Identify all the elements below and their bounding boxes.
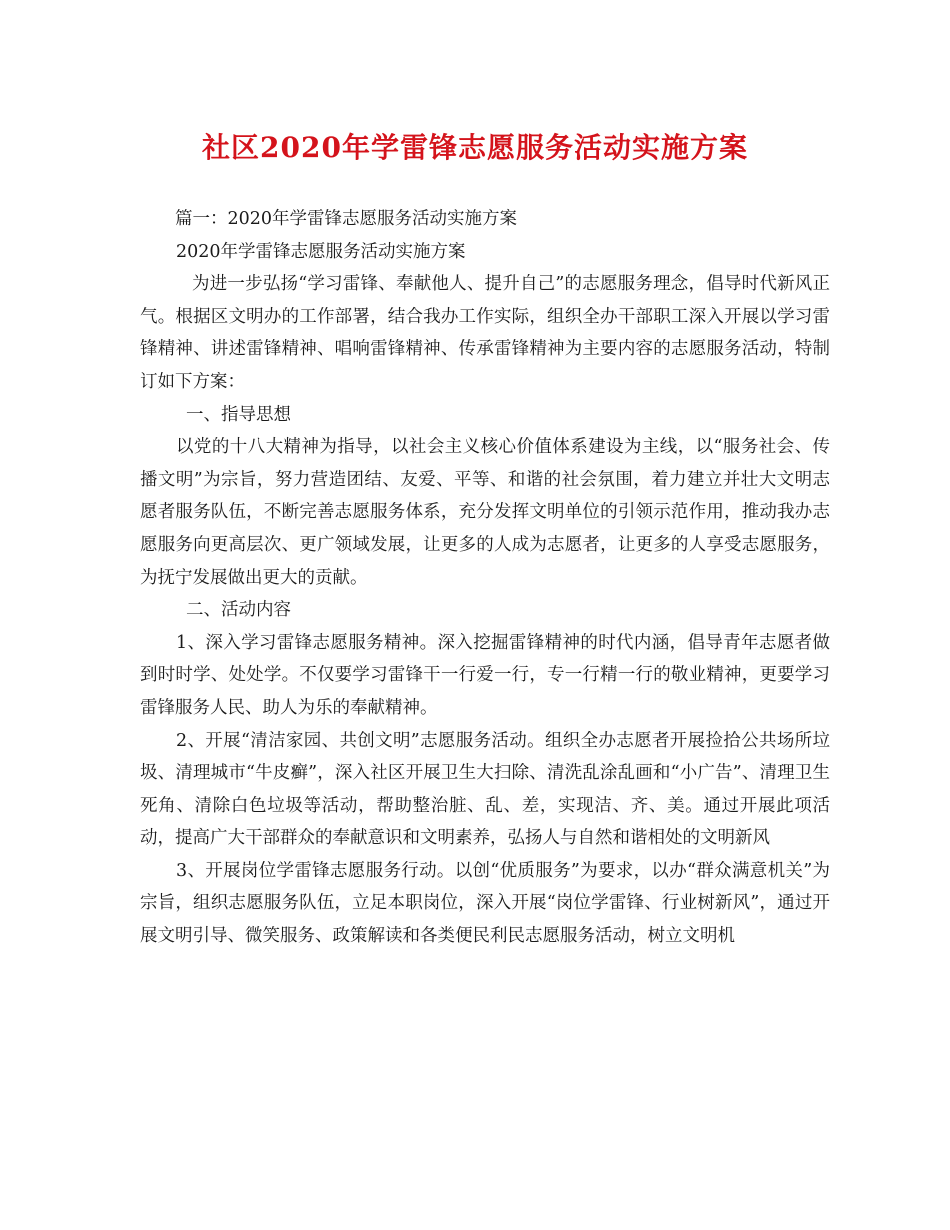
activity-item-3: 3、开展岗位学雷锋志愿服务行动。以创“优质服务”为要求，以办“群众满意机关”为宗旨，组织志愿服务队伍，立足本职岗位，深入开展“岗位学雷锋、行业树新风”，通过开展文明引导、微笑服务、政策解读和各类便民利民志愿服务活动，树立文明机 (140, 860, 830, 947)
activity-item-2: 2、开展“清洁家园、共创文明”志愿服务活动。组织全办志愿者开展捡拾公共场所垃圾、清理城市“牛皮癣”，深入社区开展卫生大扫除、清洗乱涂乱画和“小广告”、清理卫生死角、清除白色垃圾等活动，帮助整治脏、乱、差，实现洁、齐、美。通过开展此项活动，提高广大干部群众的奉献意识和文明素养，弘扬人与自然和谐相处的文明新风 (140, 730, 830, 849)
intro-paragraph: 为进一步弘扬“学习雷锋、奉献他人、提升自己”的志愿服务理念，倡导时代新风正气。根据区文明办的工作部署，结合我办工作实际，组织全办干部职工深入开展以学习雷锋精神、讲述雷锋精神、唱响雷锋精神、传承雷锋精神为主要内容的志愿服务活动，特制订如下方案： (140, 274, 830, 392)
guiding-thought-paragraph: 以党的十八大精神为指导，以社会主义核心价值体系建设为主线，以“服务社会、传播文明”为宗旨，努力营造团结、友爱、平等、和谐的社会氛围，着力建立并壮大文明志愿者服务队伍，不断完善志愿服务体系，充分发挥文明单位的引领示范作用，推动我办志愿服务向更高层次、更广领域发展，让更多的人成为志愿者，让更多的人享受志愿服务，为抚宁发展做出更大的贡献。 (140, 437, 830, 588)
section-heading-guiding-thought: 一、指导思想 (186, 404, 291, 425)
document-body (140, 203, 830, 953)
chapter-line: 篇一：2020年学雷锋志愿服务活动实施方案 (175, 209, 518, 229)
subtitle-line: 2020年学雷锋志愿服务活动实施方案 (176, 241, 466, 262)
document-title: 社区2020年学雷锋志愿服务活动实施方案 (202, 131, 748, 164)
activity-item-1: 1、深入学习雷锋志愿服务精神。深入挖掘雷锋精神的时代内涵，倡导青年志愿者做到时时学、处处学。不仅要学习雷锋干一行爱一行，专一行精一行的敬业精神，更要学习雷锋服务人民、助人为乐的奉献精神。 (140, 632, 830, 718)
section-heading-activity-content: 二、活动内容 (186, 600, 291, 621)
